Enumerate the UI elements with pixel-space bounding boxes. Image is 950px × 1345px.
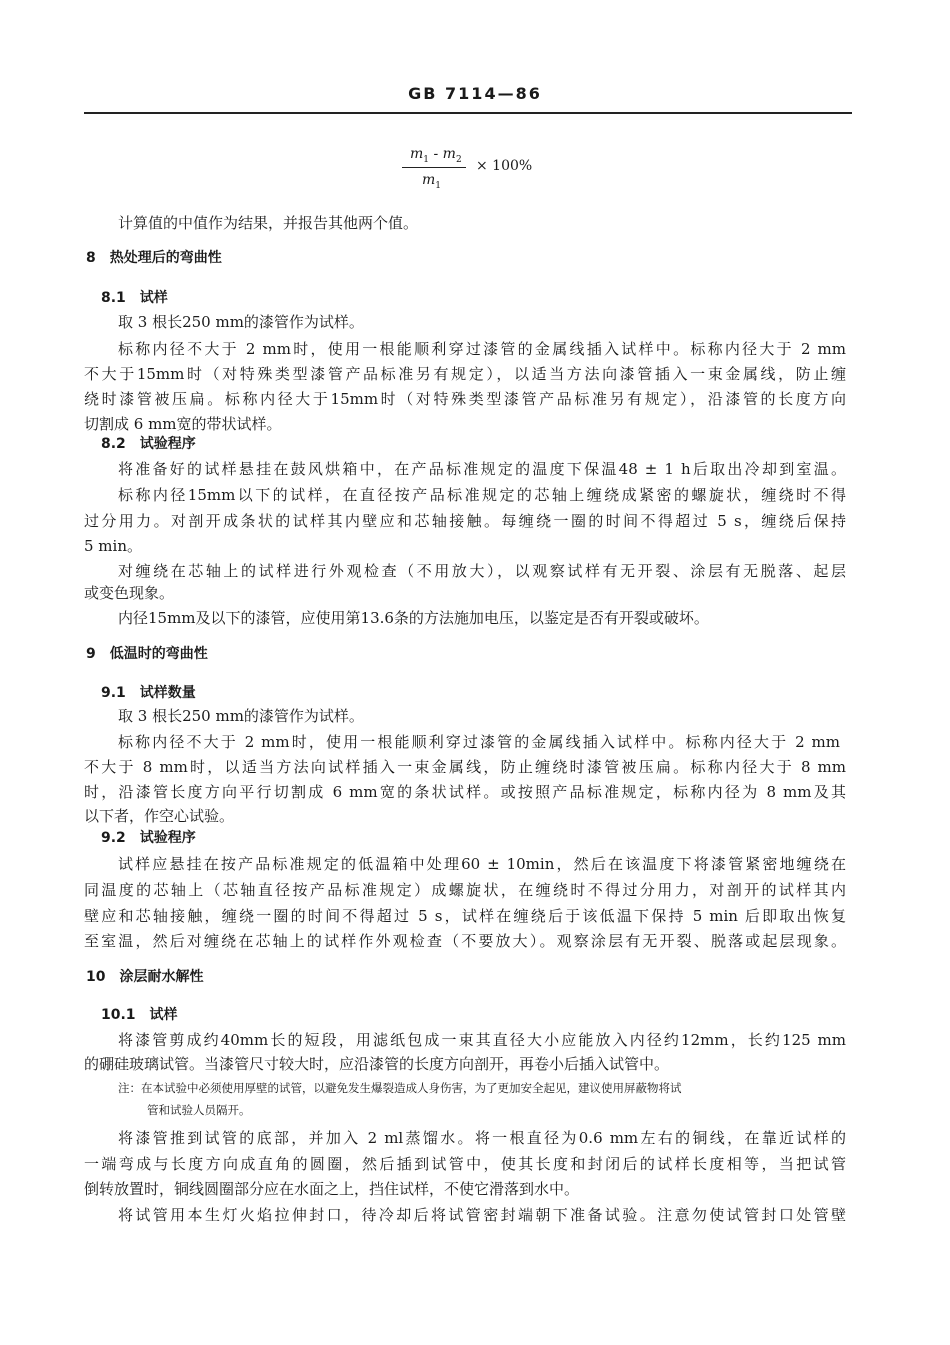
- page-header: GB 7114—86: [408, 84, 542, 103]
- paragraph-line: 至室温，然后对缠绕在芯轴上的试样作外观检查（不要放大）。观察涂层有无开裂、脱落或起层现象。: [84, 932, 846, 950]
- formula-multiplier: × 100%: [476, 158, 533, 174]
- paragraph-line: 不大于 8 mm时，以适当方法向试样插入一束金属线，防止缠绕时漆管被压扁。标称内径大于 8 mm: [84, 758, 846, 776]
- paragraph-line: 取 3 根长250 mm的漆管作为试样。: [118, 707, 364, 725]
- subsection-heading: 8.1 试样: [101, 290, 168, 306]
- paragraph-line: 将试管用本生灯火焰拉伸封口，待冷却后将试管密封端朝下准备试验。注意勿使试管封口处管壁: [118, 1206, 846, 1224]
- paragraph-line: 将漆管剪成约40mm长的短段，用滤纸包成一束其直径大小应能放入内径约12mm，长约125 mm: [118, 1031, 846, 1049]
- paragraph-line: 计算值的中值作为结果，并报告其他两个值。: [118, 214, 419, 232]
- section-heading: 9 低温时的弯曲性: [86, 646, 208, 662]
- subsection-heading: 9.2 试验程序: [101, 830, 196, 846]
- paragraph-line: 壁应和芯轴接触，缠绕一圈的时间不得超过 5 s，试样在缠绕后于该低温下保持 5 min 后即取出恢复: [84, 907, 846, 925]
- formula-denominator: $m_1$: [422, 172, 442, 191]
- section-heading: 10 涂层耐水解性: [86, 969, 204, 985]
- paragraph-line: 切割成 6 mm宽的带状试样。: [84, 415, 282, 433]
- paragraph-line: 倒转放置时，铜线圆圈部分应在水面之上，挡住试样，不使它滑落到水中。: [84, 1180, 580, 1198]
- subsection-heading: 8.2 试验程序: [101, 436, 196, 452]
- paragraph-line: 绕时漆管被压扁。标称内径大于15mm时（对特殊类型漆管产品标准另有规定），沿漆管的长度方向: [84, 390, 846, 408]
- section-heading: 8 热处理后的弯曲性: [86, 250, 222, 266]
- paragraph-line: 标称内径15mm以下的试样，在直径按产品标准规定的芯轴上缠绕成紧密的螺旋状，缠绕时不得: [118, 486, 846, 504]
- subsection-heading: 9.1 试样数量: [101, 685, 196, 701]
- formula-fraction-bar: [402, 167, 466, 168]
- paragraph-line: 时，沿漆管长度方向平行切割成 6 mm宽的条状试样。或按照产品标准规定，标称内径为 8 mm及其: [84, 783, 846, 801]
- paragraph-line: 将漆管推到试管的底部，并加入 2 ml蒸馏水。将一根直径为0.6 mm左右的铜线，在靠近试样的: [118, 1129, 846, 1147]
- paragraph-line: 内径15mm及以下的漆管，应使用第13.6条的方法施加电压，以鉴定是否有开裂或破坏。: [118, 609, 709, 627]
- note-line: 注：在本试验中必须使用厚壁的试管，以避免发生爆裂造成人身伤害，为了更加安全起见，建议使用屏蔽物将试: [118, 1081, 682, 1095]
- paragraph-line: 试样应悬挂在按产品标准规定的低温箱中处理60 ± 10min，然后在该温度下将漆管紧密地缠绕在: [118, 855, 846, 873]
- paragraph-line: 的硼硅玻璃试管。当漆管尺寸较大时，应沿漆管的长度方向剖开，再卷小后插入试管中。: [84, 1055, 670, 1073]
- paragraph-line: 或变色现象。: [84, 584, 175, 602]
- paragraph-line: 同温度的芯轴上（芯轴直径按产品标准规定）成螺旋状，在缠绕时不得过分用力，对剖开的试样其内: [84, 881, 846, 899]
- formula: [398, 142, 538, 198]
- subsection-heading: 10.1 试样: [101, 1007, 178, 1023]
- paragraph-line: 5 min。: [84, 537, 142, 555]
- paragraph-line: 标称内径不大于 2 mm时，使用一根能顺利穿过漆管的金属线插入试样中。标称内径大于 2 mm: [118, 340, 846, 358]
- paragraph-line: 以下者，作空心试验。: [84, 807, 235, 825]
- paragraph-line: 标称内径不大于 2 mm时，使用一根能顺利穿过漆管的金属线插入试样中。标称内径大于 2 mm: [118, 733, 840, 751]
- note-line: 管和试验人员隔开。: [147, 1103, 251, 1117]
- paragraph-line: 将准备好的试样悬挂在鼓风烘箱中，在产品标准规定的温度下保温48 ± 1 h后取出冷却到室温。: [118, 460, 846, 478]
- formula-numerator: $m_1 - m_2$: [410, 146, 462, 165]
- header-rule: [84, 112, 852, 114]
- paragraph-line: 不大于15mm时（对特殊类型漆管产品标准另有规定），以适当方法向漆管插入一束金属线，防止缠: [84, 365, 846, 383]
- paragraph-line: 取 3 根长250 mm的漆管作为试样。: [118, 313, 364, 331]
- paragraph-line: 过分用力。对剖开成条状的试样其内壁应和芯轴接触。每缠绕一圈的时间不得超过 5 s，缠绕后保持: [84, 512, 846, 530]
- paragraph-line: 一端弯成与长度方向成直角的圆圈，然后插到试管中，使其长度和封闭后的试样长度相等，当把试管: [84, 1155, 846, 1173]
- paragraph-line: 对缠绕在芯轴上的试样进行外观检查（不用放大），以观察试样有无开裂、涂层有无脱落、起层: [118, 562, 846, 580]
